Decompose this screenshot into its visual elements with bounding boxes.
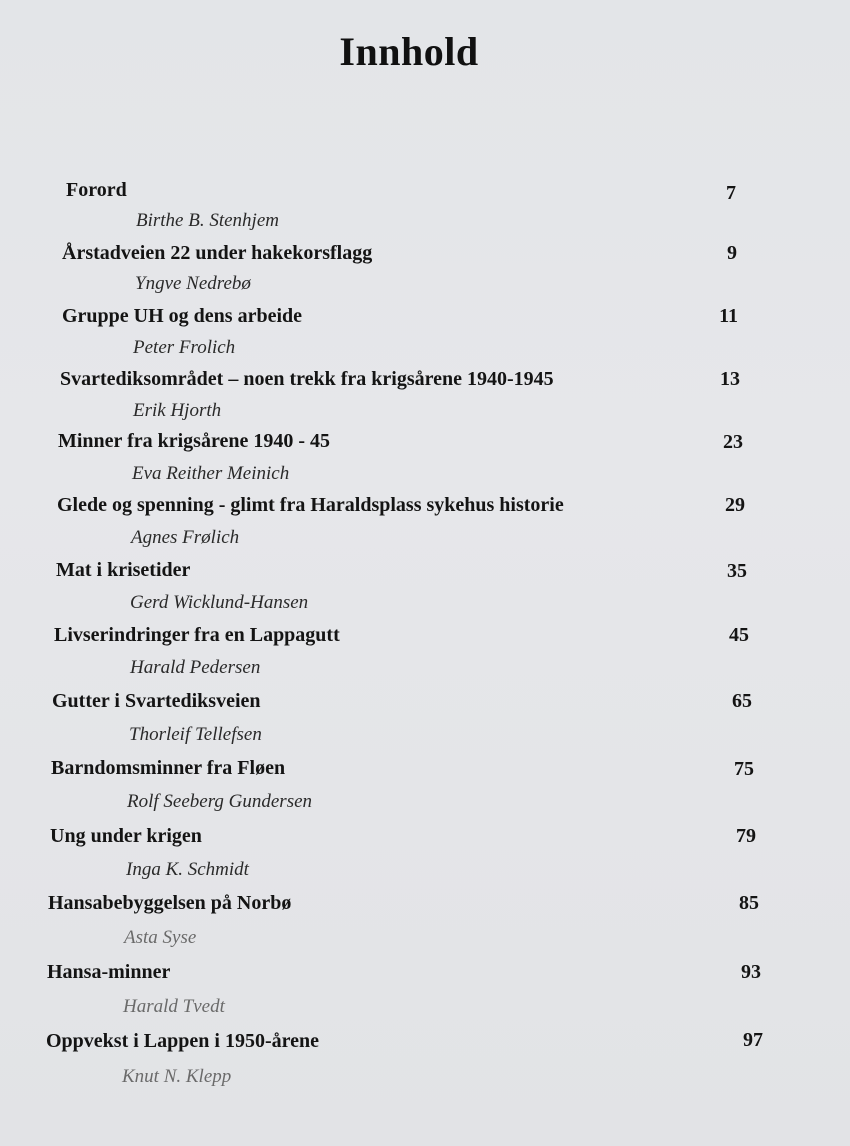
entry-title: Svartediksområdet – noen trekk fra krigsårene 1940-1945	[60, 368, 554, 390]
entry-author: Thorleif Tellefsen	[129, 724, 262, 745]
entry-title: Gruppe UH og dens arbeide	[62, 305, 303, 327]
entry-title: Oppvekst i Lappen i 1950-årene	[46, 1030, 319, 1052]
entry-author: Asta Syse	[124, 927, 197, 948]
page-title: Innhold	[339, 29, 479, 74]
entry-title: Årstadveien 22 under hakekorsflagg	[62, 242, 373, 264]
entry-title: Ung under krigen	[50, 825, 202, 847]
entry-author: Knut N. Klepp	[122, 1066, 232, 1087]
entry-page-number: 75	[734, 758, 754, 780]
entry-page-number: 93	[741, 961, 761, 983]
entry-author: Eva Reither Meinich	[132, 463, 290, 484]
entry-author: Gerd Wicklund-Hansen	[130, 592, 309, 613]
entry-page-number: 9	[727, 242, 737, 264]
entry-page-number: 65	[732, 690, 752, 712]
entry-page-number: 13	[720, 368, 740, 390]
entry-author: Agnes Frølich	[131, 527, 240, 548]
entry-title: Hansabebyggelsen på Norbø	[48, 892, 292, 914]
entry-title: Minner fra krigsårene 1940 - 45	[58, 430, 331, 452]
entry-author: Yngve Nedrebø	[135, 273, 251, 294]
entry-page-number: 23	[723, 431, 743, 453]
entry-page-number: 29	[725, 494, 745, 516]
entry-author: Inga K. Schmidt	[126, 859, 249, 880]
entry-page-number: 45	[729, 624, 749, 646]
entry-title: Hansa-minner	[47, 961, 171, 983]
entry-author: Harald Pedersen	[130, 657, 261, 678]
entry-title: Forord	[66, 179, 127, 201]
entry-author: Erik Hjorth	[133, 400, 222, 421]
entry-author: Birthe B. Stenhjem	[136, 210, 279, 231]
entry-page-number: 7	[726, 182, 736, 204]
entry-title: Gutter i Svartediksveien	[52, 690, 261, 712]
entry-title: Glede og spenning - glimt fra Haraldsplass sykehus historie	[57, 494, 564, 516]
entry-author: Harald Tvedt	[123, 996, 225, 1017]
entry-title: Livserindringer fra en Lappagutt	[54, 624, 340, 646]
entry-page-number: 11	[719, 305, 738, 327]
entry-author: Peter Frolich	[133, 337, 236, 358]
entry-title: Barndomsminner fra Fløen	[51, 757, 286, 779]
entry-page-number: 35	[727, 560, 747, 582]
entry-page-number: 85	[739, 892, 759, 914]
entry-title: Mat i krisetider	[56, 559, 191, 581]
entry-page-number: 79	[736, 825, 756, 847]
entry-page-number: 97	[743, 1029, 763, 1051]
entry-author: Rolf Seeberg Gundersen	[127, 791, 313, 812]
